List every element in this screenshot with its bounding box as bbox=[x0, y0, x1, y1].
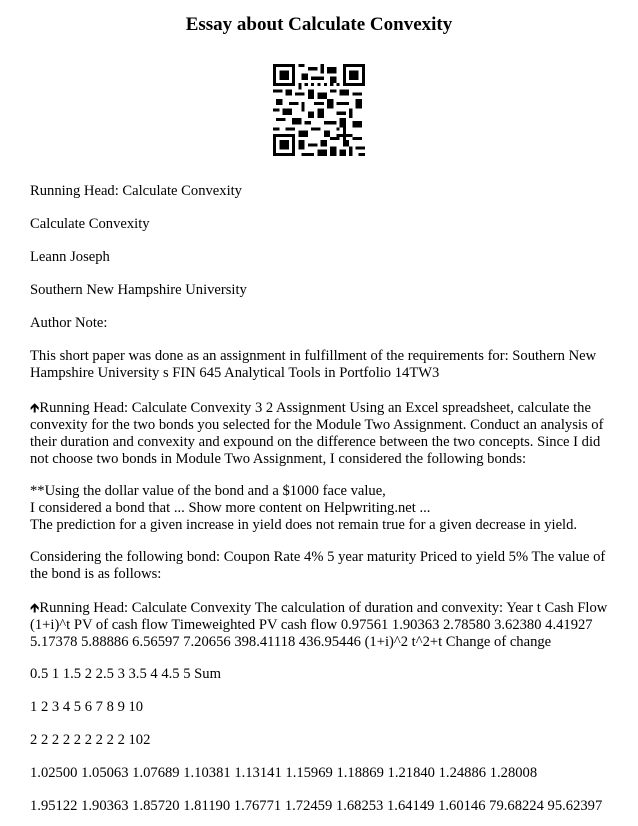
paragraph-calculation bbox=[30, 599, 610, 651]
paragraph-university: Southern New Hampshire University bbox=[30, 282, 247, 298]
paragraph-calculation-text: Running Head: Calculate Convexity The calculation of duration and convexity: Year t Cash Flow (1+i)^t PV of cash flow Timeweighted PV cash flow 0.97561 1.90363 2.78580 3.62380 4.41927 5.17378 5.88886 6.56597 7.20656 398.41118 436.95446 (1+i)^2 t^2+t Change of change bbox=[30, 600, 608, 650]
paragraph-considering-bond: Considering the following bond: Coupon Rate 4% 5 year maturity Priced to yield 5% The value of the bond is as follows: bbox=[30, 549, 606, 582]
paragraph-title: Calculate Convexity bbox=[30, 216, 150, 232]
paragraph-years: 0.5 1 1.5 2 2.5 3 3.5 4 4.5 5 Sum bbox=[30, 666, 221, 682]
arrow-up-icon: 🡹 bbox=[30, 400, 40, 415]
qr-code-icon bbox=[273, 64, 365, 156]
paragraph-discount-factors: 1.02500 1.05063 1.07689 1.10381 1.13141 1.15969 1.18869 1.21840 1.24886 1.28008 bbox=[30, 765, 538, 781]
paragraph-periods: 1 2 3 4 5 6 7 8 9 10 bbox=[30, 699, 144, 715]
paragraph-prediction: The prediction for a given increase in yield does not remain true for a given decrease in yield. bbox=[30, 517, 578, 533]
paragraph-pv-values: 1.95122 1.90363 1.85720 1.81190 1.76771 1.72459 1.68253 1.64149 1.60146 79.68224 95.62397 bbox=[30, 798, 603, 814]
paragraph-assignment-text: Running Head: Calculate Convexity 3 2 Assignment Using an Excel spreadsheet, calculate the convexity for the two bonds you selected for the Module Two Assignment. Conduct an analysis of their duration and convexity and expound on the difference between the two concepts. Since I did not choose two bonds in Module Two Assignment, I considered the following bonds: bbox=[30, 400, 604, 467]
paragraph-cash-flows: 2 2 2 2 2 2 2 2 2 102 bbox=[30, 732, 151, 748]
document-title: Essay about Calculate Convexity bbox=[185, 14, 453, 35]
paragraph-dollar-value: **Using the dollar value of the bond and a $1000 face value, bbox=[30, 483, 386, 499]
paragraph-bond-considered: I considered a bond that ... Show more content on Helpwriting.net ... bbox=[30, 500, 431, 516]
paragraph-running-head: Running Head: Calculate Convexity bbox=[30, 183, 242, 199]
paragraph-author-note: Author Note: bbox=[30, 315, 108, 331]
paragraph-author: Leann Joseph bbox=[30, 249, 110, 265]
paragraph-assignment bbox=[30, 399, 610, 468]
paragraph-note-text: This short paper was done as an assignment in fulfillment of the requirements for: Southern New Hampshire University s FIN 645 Analytical Tools in Portfolio 14TW3 bbox=[30, 348, 597, 381]
arrow-up-icon: 🡹 bbox=[30, 600, 40, 615]
